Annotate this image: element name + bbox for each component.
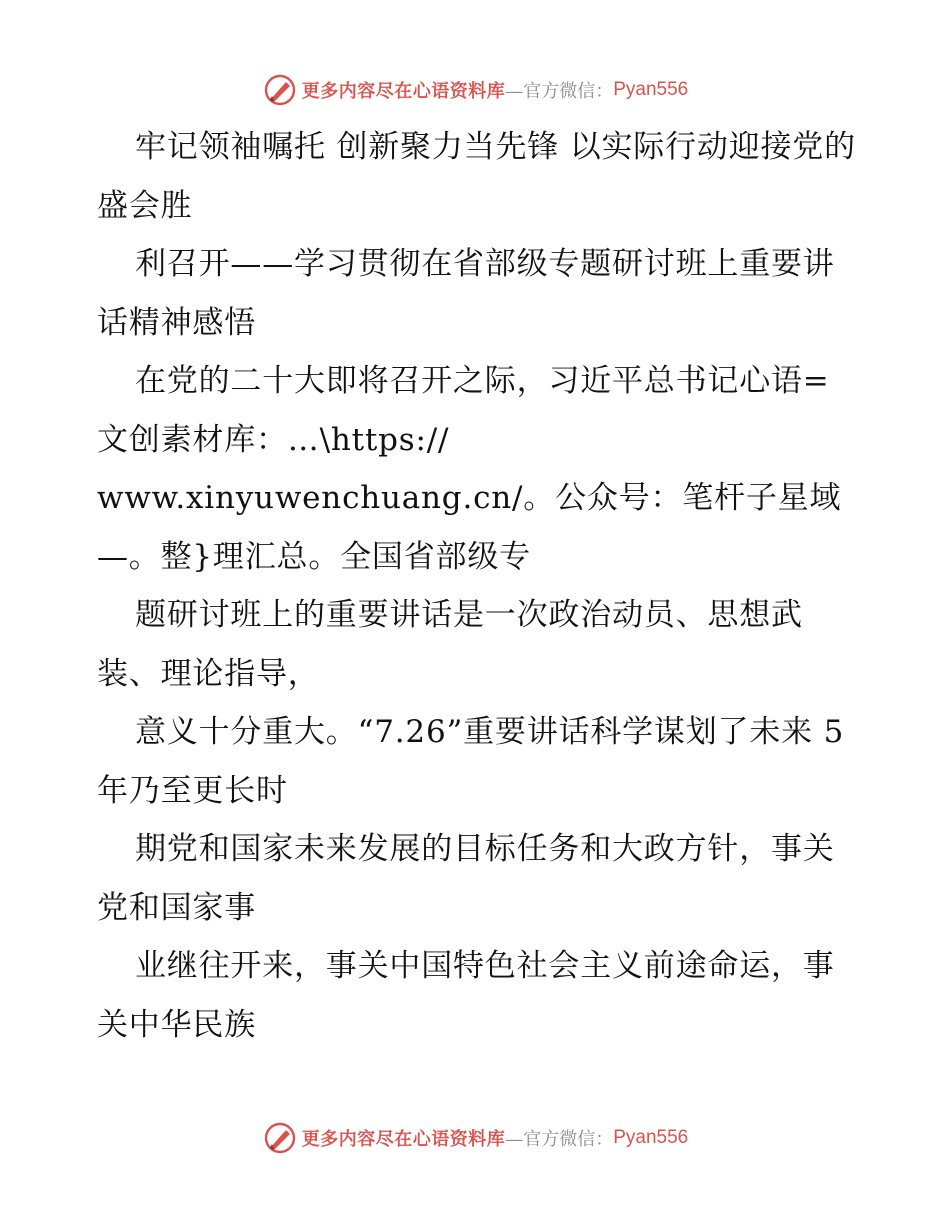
watermark-main-text: 更多内容尽在心语资料库 xyxy=(301,1129,506,1150)
paragraph-intro: 在党的二十大即将召开之际，习近平总书记心语=文创素材库：…\https:// xyxy=(97,363,830,458)
watermark-main-text: 更多内容尽在心语资料库 xyxy=(301,81,506,102)
pen-logo-icon xyxy=(262,72,298,108)
pen-logo-icon xyxy=(262,1120,298,1156)
paragraph-tasks: 期党和国家未来发展的目标任务和大政方针，事关党和国家事 xyxy=(97,831,835,926)
watermark-sub-text: —官方微信： xyxy=(505,1129,614,1150)
paragraph-significance: 题研讨班上的重要讲话是一次政治动员、思想武装、理论指导， xyxy=(97,597,803,692)
paragraph-url-line: www.xinyuwenchuang.cn/。公众号：笔杆子星域—。整}理汇总。全国省部级专 xyxy=(97,480,842,575)
watermark-id-text: Pyan556 xyxy=(613,79,689,100)
paragraph-future: 业继往开来，事关中国特色社会主义前途命运，事关中华民族 xyxy=(97,948,835,1043)
watermark-id-text: Pyan556 xyxy=(613,1127,689,1148)
paragraph-title: 牢记领袖嘱托 创新聚力当先锋 以实际行动迎接党的盛会胜 xyxy=(97,129,856,224)
paragraph-subtitle: 利召开——学习贯彻在省部级专题研讨班上重要讲话精神感悟 xyxy=(97,246,835,341)
watermark-footer xyxy=(0,1118,950,1158)
paragraph-meaning: 意义十分重大。“7.26”重要讲话科学谋划了未来 5年乃至更长时 xyxy=(97,714,845,809)
watermark-header xyxy=(0,70,950,110)
document-body xyxy=(97,118,857,1054)
watermark-sub-text: —官方微信： xyxy=(505,81,614,102)
